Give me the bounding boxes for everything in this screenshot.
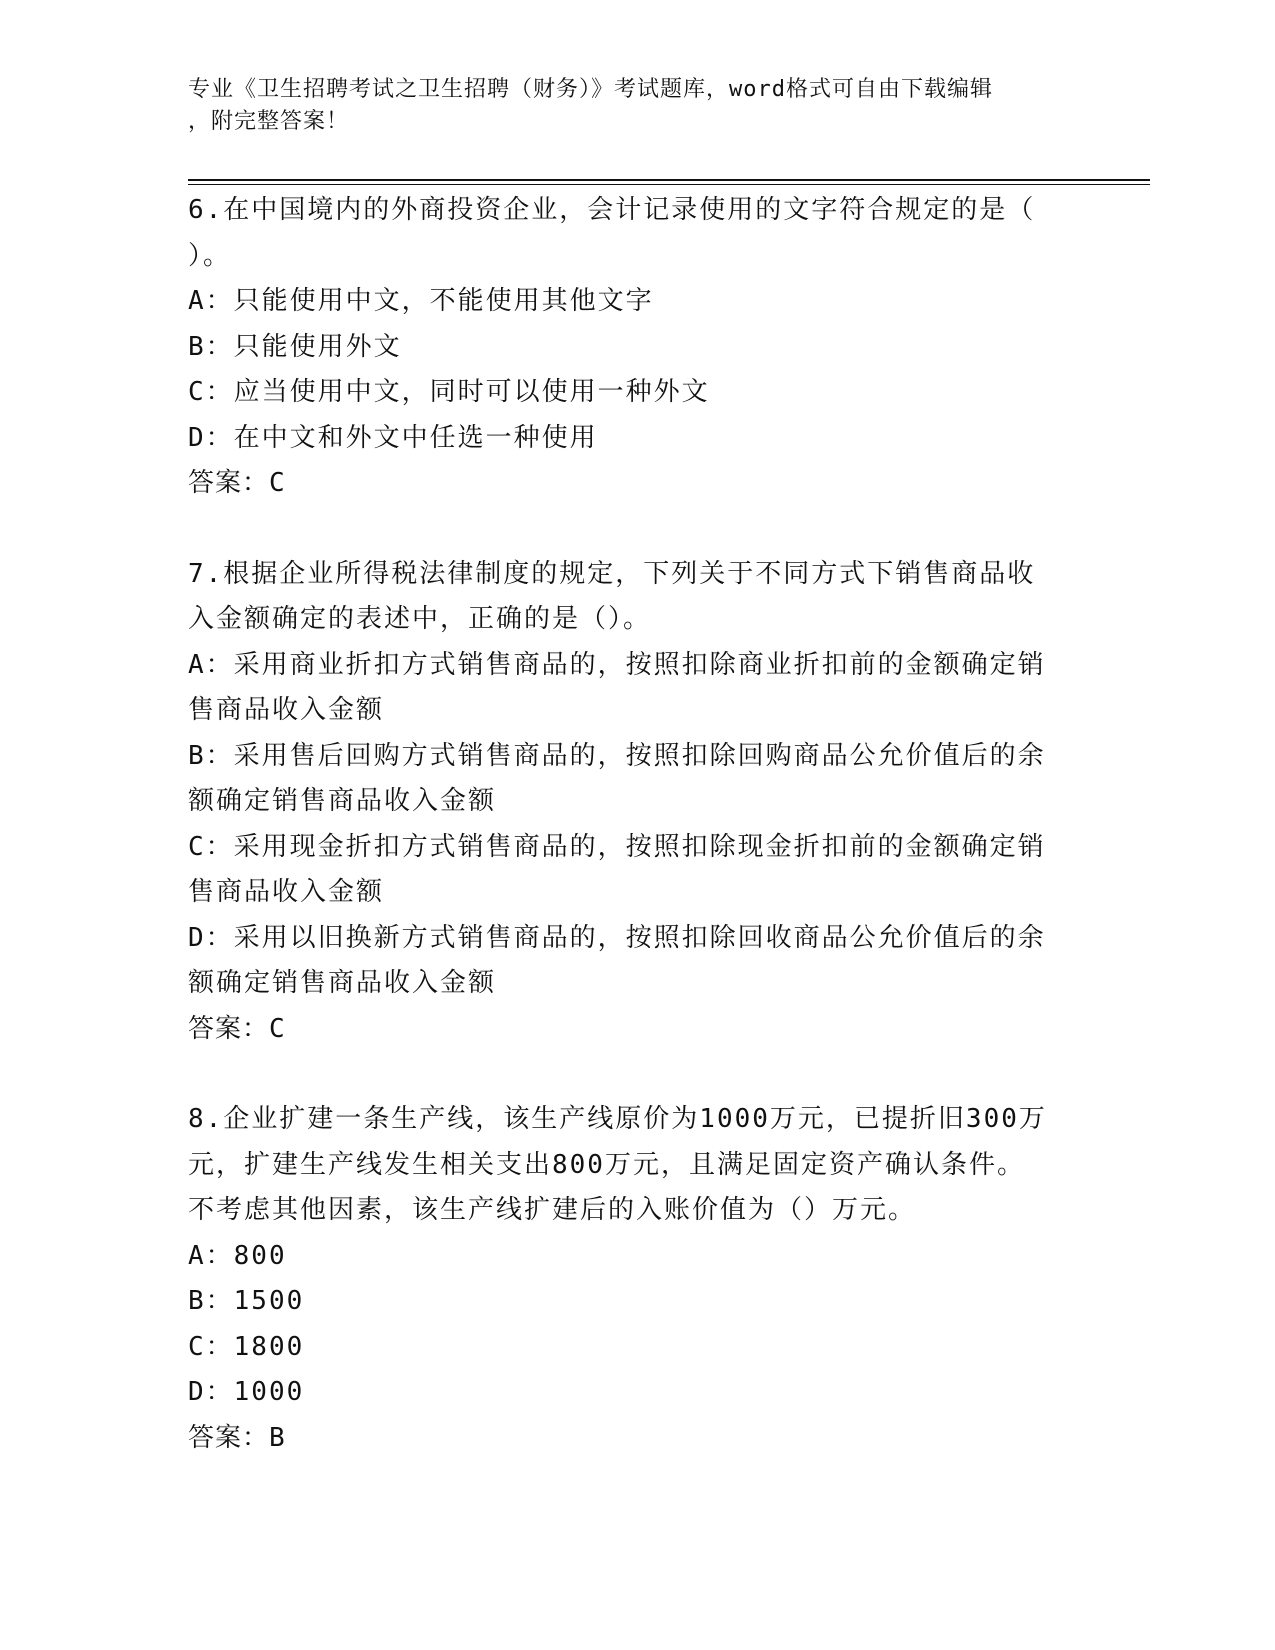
option-line: B：只能使用外文 — [188, 331, 402, 362]
option-line: D：采用以旧换新方式销售商品的，按照扣除回收商品公允价值后的余 — [188, 922, 1046, 953]
header-line-2: ，附完整答案！ — [188, 109, 350, 134]
option-line: A：800 — [188, 1240, 287, 1271]
question-block — [188, 552, 1088, 1053]
answer-line: 答案：C — [188, 468, 286, 498]
option-line: B：采用售后回购方式销售商品的，按照扣除回购商品公允价值后的余 — [188, 740, 1046, 771]
question-list — [188, 188, 1088, 1506]
option-line: A：只能使用中文，不能使用其他文字 — [188, 286, 654, 316]
question-block — [188, 188, 1088, 507]
header-divider-thick — [188, 179, 1150, 181]
answer-line: 答案：B — [188, 1422, 286, 1453]
question-block — [188, 1097, 1088, 1461]
option-line: C：采用现金折扣方式销售商品的，按照扣除现金折扣前的金额确定销 — [188, 831, 1046, 862]
question-stem-line: 8.企业扩建一条生产线，该生产线原价为1000万元，已提折旧300万 — [188, 1104, 1047, 1134]
option-line: D：1000 — [188, 1377, 305, 1407]
option-line: C：应当使用中文，同时可以使用一种外文 — [188, 377, 710, 407]
question-stem-line: 不考虑其他因素，该生产线扩建后的入账价值为（）万元。 — [188, 1195, 917, 1225]
question-stem-line: 6.在中国境内的外商投资企业，会计记录使用的文字符合规定的是（ — [188, 195, 1036, 225]
question-stem-line: 入金额确定的表述中，正确的是（）。 — [188, 604, 652, 634]
option-line: 额确定销售商品收入金额 — [188, 968, 497, 998]
answer-line: 答案：C — [188, 1013, 286, 1044]
question-stem-line: ）。 — [188, 240, 232, 271]
question-stem-line: 元，扩建生产线发生相关支出800万元，且满足固定资产确认条件。 — [188, 1149, 1025, 1180]
option-line: 售商品收入金额 — [188, 877, 385, 907]
header-line-1: 专业《卫生招聘考试之卫生招聘（财务）》考试题库，word格式可自由下载编辑 — [188, 77, 993, 102]
option-line: A：采用商业折扣方式销售商品的，按照扣除商业折扣前的金额确定销 — [188, 649, 1046, 680]
document-header — [188, 74, 1088, 138]
option-line: 额确定销售商品收入金额 — [188, 786, 497, 816]
option-line: D：在中文和外文中任选一种使用 — [188, 422, 598, 453]
header-divider-thin — [188, 184, 1150, 185]
option-line: C：1800 — [188, 1331, 305, 1362]
option-line: B：1500 — [188, 1286, 305, 1316]
option-line: 售商品收入金额 — [188, 695, 385, 725]
question-stem-line: 7.根据企业所得税法律制度的规定，下列关于不同方式下销售商品收 — [188, 558, 1036, 589]
